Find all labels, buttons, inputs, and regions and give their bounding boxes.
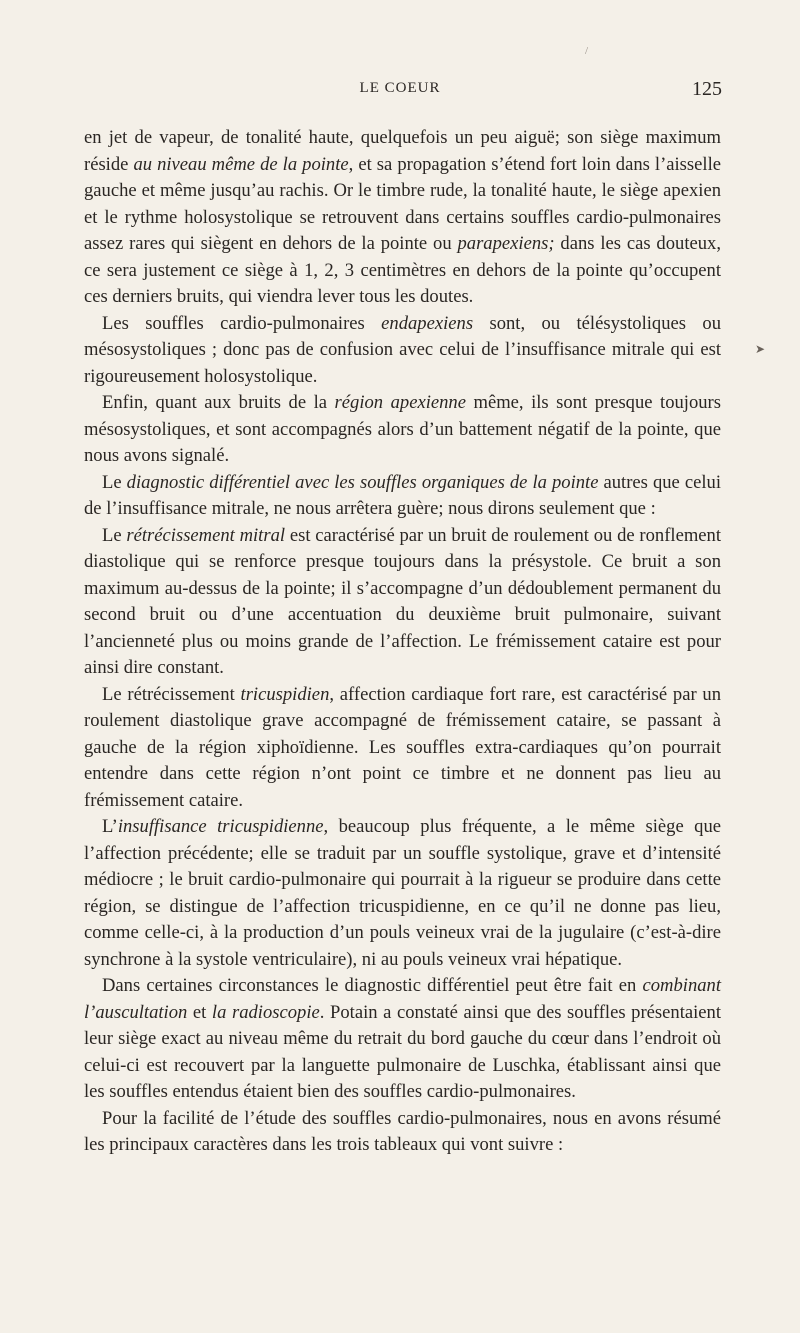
text-run: , et sa propagation s’étend fort loin dans l’aisselle gauche et même jusqu’au rachis. Or le timbre rude, la tonalité haute, le siège apexien et le rythme holosystolique se retrouvent dans certains souffles cardio-pulmonaires assez rares qui siègent en dehors de la pointe ou [84,153,721,254]
body-text [84,125,721,1159]
margin-mark-icon: ➤ [755,342,766,356]
paragraph [84,682,721,815]
text-run: L’ [102,816,118,837]
text-run: Pour la facilité de l’étude des souffles cardio-pulmonaires, nous en avons résumé les principaux caractères dans les trois tableaux qui vont suivre : [84,1107,721,1155]
text-run: , affection cardiaque fort rare, est caractérisé par un roulement diastolique grave accompagné de frémissement cataire, se passant à gauche de la région xiphoïdienne. Les souffles extra-cardiaques qu’on pourrait entendre dans cette région n’ont point ce timbre et ne donnent pas lieu au frémissement cataire. [84,683,721,811]
text-run: dans les cas douteux, ce sera justement ce siège à 1, 2, 3 centimètres en dehors de la pointe qu’occupent ces derniers bruits, qui viendra lever tous les doutes. [84,233,721,307]
text-run: . Potain a constaté ainsi que des souffles présentaient leur siège exact au niveau même du retrait du bord gauche du cœur dans l’endroit où celui-ci est recouvert par la languette pulmonaire de Luschka, établissant ainsi que les souffles entendus étaient bien des souffles cardio-pulmonaires. [84,1001,722,1102]
text-run: même, ils sont presque toujours mésosystoliques, et sont accompagnés alors d’un battement négatif de la pointe, que nous avons signalé. [84,392,721,466]
italic-run: au niveau même de la pointe [133,153,349,175]
italic-run: région apexienne [334,392,466,413]
italic-run: parapexiens; [457,233,555,254]
text-run: Enfin, quant aux bruits de la [102,392,335,413]
text-run: Le [102,524,127,546]
page-speck: / [585,45,589,57]
text-run: Les souffles cardio-pulmonaires [102,312,382,334]
text-run: est caractérisé par un bruit de roulement ou de ronflement diastolique qui se renforce presque toujours dans la présystole. Ce bruit a son maximum au-dessus de la pointe; il s’accompagne d’un dédoublement permanent du second bruit ou d’une accentuation du deuxième bruit pulmonaire, suivant l’ancienneté plus ou moins grande de l’affection. Le frémissement cataire est pour ainsi dire constant. [84,524,721,678]
running-title: LE COEUR [359,80,441,96]
italic-run: combinant l’auscultation [84,975,721,1023]
text-run: et [187,1001,212,1023]
text-run: Le [102,471,127,493]
italic-run: rétrécissement mitral [126,524,286,546]
text-run: sont, ou télésystoliques ou mésosystoliques ; donc pas de confusion avec celui de l’insuffisance mitrale qui est rigoureusement holosystolique. [84,312,721,387]
text-run: Dans certaines circonstances le diagnostic différentiel peut être fait en [102,975,643,996]
page-header [0,80,800,110]
paragraph [84,1106,721,1159]
paragraph [84,390,721,470]
italic-run: insuffisance tricuspidienne [117,816,324,837]
paragraph [84,814,721,973]
text-run: Le rétrécissement [102,683,241,705]
paragraph [84,470,721,523]
italic-run: tricuspidien [240,683,330,705]
text-run: en jet de vapeur, de tonalité haute, quelquefois un peu aiguë; son siège maximum réside [84,127,721,175]
paragraph [84,311,721,391]
italic-run: la radioscopie [211,1001,320,1023]
text-run: autres que celui de l’insuffisance mitrale, ne nous arrêtera guère; nous dirons seulement que : [84,471,721,519]
paragraph [84,523,721,682]
paragraph [84,973,721,1106]
italic-run: endapexiens [381,312,474,334]
text-run: , beaucoup plus fréquente, a le même siège que l’affection précédente; elle se traduit par un souffle systolique, grave et d’intensité médiocre ; le bruit cardio-pulmonaire qui pourrait à la rigueur se produire dans cette région, se distingue de l’affection tricuspidienne, en ce qu’il ne donne pas lieu, comme celle-ci, à la production d’un pouls veineux vrai de la jugulaire (c’est-à-dire synchrone à la systole ventriculaire), ni au pouls veineux vrai hépatique. [84,816,722,970]
italic-run: diagnostic différentiel avec les souffles organiques de la pointe [126,471,599,493]
page-number: 125 [692,78,722,100]
paragraph [84,125,721,311]
